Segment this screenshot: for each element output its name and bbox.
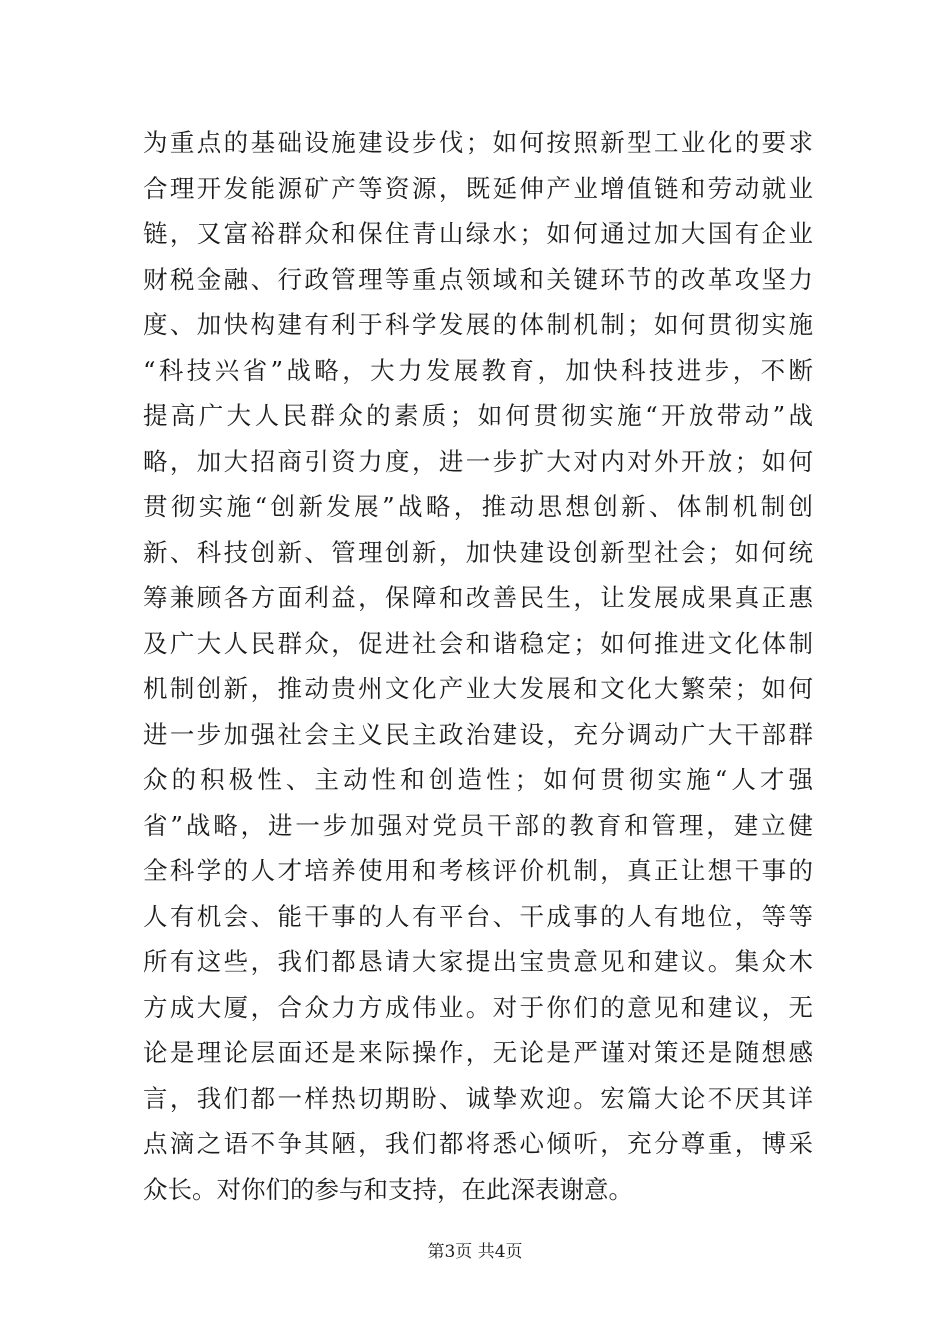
text-line: 为重点的基础设施建设步伐；如何按照新型工业化的要求: [143, 128, 813, 157]
text-line: 进一步加强社会主义民主政治建设，充分调动广大干部群: [143, 719, 813, 749]
text-line: 机制创新，推动贵州文化产业大发展和文化大繁荣；如何: [143, 674, 813, 703]
text-line: 众的积极性、主动性和创造性；如何贯彻实施“人才强: [143, 765, 813, 794]
text-line: 链，又富裕群众和保住青山绿水；如何通过加大国有企业: [143, 219, 813, 248]
text-line: “科技兴省”战略，大力发展教育，加快科技进步，不断: [143, 355, 813, 385]
text-line: 度、加快构建有利于科学发展的体制机制；如何贯彻实施: [143, 310, 813, 339]
page-number-footer: 第3页 共4页: [427, 1242, 523, 1262]
text-line: 合理开发能源矿产等资源，既延伸产业增值链和劳动就业: [143, 173, 813, 203]
text-line: 众长。对你们的参与和支持，在此深表谢意。: [143, 1174, 633, 1204]
text-line: 贯彻实施“创新发展”战略，推动思想创新、体制机制创: [143, 492, 813, 521]
text-line: 及广大人民群众，促进社会和谐稳定；如何推进文化体制: [143, 628, 813, 658]
text-line: 全科学的人才培养使用和考核评价机制，真正让想干事的: [143, 856, 813, 885]
text-line: 筹兼顾各方面利益，保障和改善民生，让发展成果真正惠: [143, 583, 813, 612]
text-line: 提高广大人民群众的素质；如何贯彻实施“开放带动”战: [143, 401, 813, 430]
body-text: [143, 120, 813, 1212]
text-line: 财税金融、行政管理等重点领域和关键环节的改革攻坚力: [143, 264, 813, 294]
text-line: 方成大厦，合众力方成伟业。对于你们的意见和建议，无: [143, 992, 813, 1022]
text-line: 所有这些，我们都恳请大家提出宝贵意见和建议。集众木: [143, 947, 813, 976]
text-line: 言，我们都一样热切期盼、诚挚欢迎。宏篇大论不厌其详: [143, 1083, 813, 1113]
text-line: 新、科技创新、管理创新，加快建设创新型社会；如何统: [143, 537, 813, 567]
text-line: 省”战略，进一步加强对党员干部的教育和管理，建立健: [143, 810, 813, 840]
text-line: 点滴之语不争其陋，我们都将悉心倾听，充分尊重，博采: [143, 1129, 813, 1158]
text-line: 略，加大招商引资力度，进一步扩大对内对外开放；如何: [143, 446, 813, 476]
text-line: 论是理论层面还是来际操作，无论是严谨对策还是随想感: [143, 1038, 813, 1067]
text-line: 人有机会、能干事的人有平台、干成事的人有地位，等等: [143, 901, 813, 931]
